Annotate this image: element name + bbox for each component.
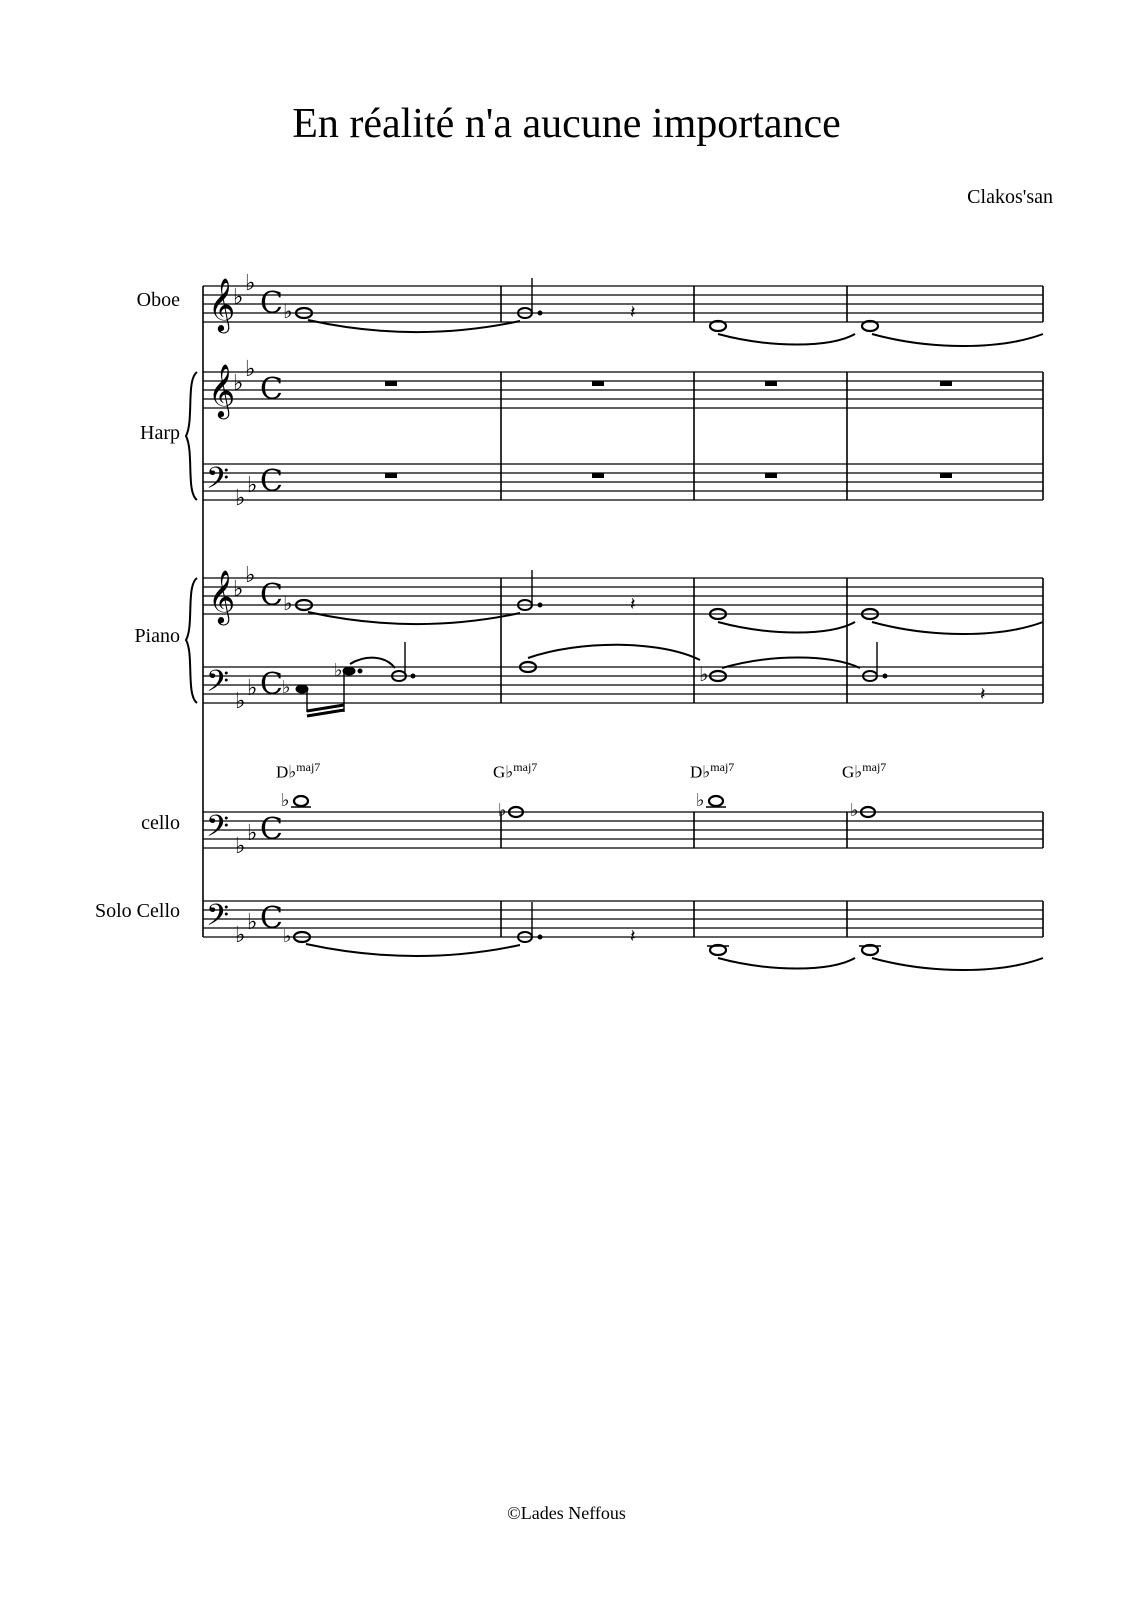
svg-text:𝄽: 𝄽	[630, 302, 636, 323]
staff-piano-treble	[203, 578, 1043, 614]
clefs-and-signatures	[206, 271, 283, 948]
svg-text:♭: ♭	[245, 563, 256, 588]
svg-text:♭: ♭	[235, 689, 246, 714]
brace-harp	[186, 372, 197, 500]
composer-name: Clakos'san	[967, 186, 1053, 208]
svg-text:♭: ♭	[283, 926, 292, 947]
svg-text:C: C	[260, 372, 283, 407]
staff-harp-bass	[203, 464, 1043, 500]
svg-text:𝄽: 𝄽	[630, 926, 636, 947]
svg-text:♭: ♭	[235, 834, 246, 859]
svg-text:♭: ♭	[850, 800, 859, 821]
instrument-label-cello: cello	[141, 812, 180, 834]
svg-text:C: C	[260, 901, 283, 936]
svg-text:𝄽: 𝄽	[980, 684, 986, 705]
score-title: En réalité n'a aucune importance	[292, 101, 841, 147]
svg-text:C: C	[260, 812, 283, 847]
svg-text:♭: ♭	[282, 677, 291, 698]
svg-text:𝄞: 𝄞	[208, 569, 236, 623]
svg-text:♭: ♭	[235, 923, 246, 948]
svg-text:♭: ♭	[247, 821, 258, 846]
svg-text:♭: ♭	[699, 662, 709, 686]
staff-harp-treble	[203, 372, 1043, 408]
chord-symbol-2: G♭$^{maj7}$	[493, 760, 538, 782]
svg-text:𝄢: 𝄢	[206, 899, 230, 940]
svg-text:♭: ♭	[245, 271, 256, 296]
svg-text:♭: ♭	[235, 486, 246, 511]
instrument-label-piano: Piano	[134, 625, 180, 647]
brace-piano	[186, 578, 197, 703]
svg-text:♭: ♭	[334, 660, 343, 681]
svg-text:♭: ♭	[696, 790, 705, 811]
svg-text:♭: ♭	[233, 371, 244, 396]
instrument-label-solo-cello: Solo Cello	[94, 900, 180, 922]
svg-text:♭: ♭	[283, 591, 293, 615]
staff-solo-cello	[203, 901, 1043, 937]
svg-text:C: C	[260, 286, 283, 321]
svg-text:♭: ♭	[283, 299, 293, 323]
svg-text:𝄞: 𝄞	[208, 363, 236, 417]
copyright-notice: ©Lades Neffous	[507, 1503, 626, 1523]
svg-text:♭: ♭	[247, 910, 258, 935]
svg-text:♭: ♭	[233, 577, 244, 602]
chord-symbol-4: G♭$^{maj7}$	[842, 760, 887, 782]
svg-text:𝄢: 𝄢	[206, 810, 230, 851]
svg-text:♭: ♭	[233, 285, 244, 310]
svg-text:♭: ♭	[281, 790, 290, 811]
staff-piano-bass	[203, 667, 1043, 703]
svg-text:♭: ♭	[247, 473, 258, 498]
staff-cello	[203, 812, 1043, 848]
svg-text:𝄢: 𝄢	[206, 462, 230, 503]
instrument-label-harp: Harp	[140, 422, 180, 444]
chord-symbol-3: D♭$^{maj7}$	[690, 760, 735, 782]
svg-text:𝄞: 𝄞	[208, 277, 236, 331]
staff-oboe	[203, 286, 1043, 322]
svg-text:♭: ♭	[247, 676, 258, 701]
svg-text:𝄽: 𝄽	[630, 594, 636, 615]
svg-text:C: C	[260, 578, 283, 613]
svg-text:C: C	[260, 667, 283, 702]
svg-text:C: C	[260, 464, 283, 499]
svg-text:♭: ♭	[245, 357, 256, 382]
chord-symbol-1: D♭$^{maj7}$	[276, 760, 321, 782]
svg-text:𝄢: 𝄢	[206, 665, 230, 706]
instrument-label-oboe: Oboe	[136, 289, 180, 311]
svg-text:♭: ♭	[498, 800, 507, 821]
